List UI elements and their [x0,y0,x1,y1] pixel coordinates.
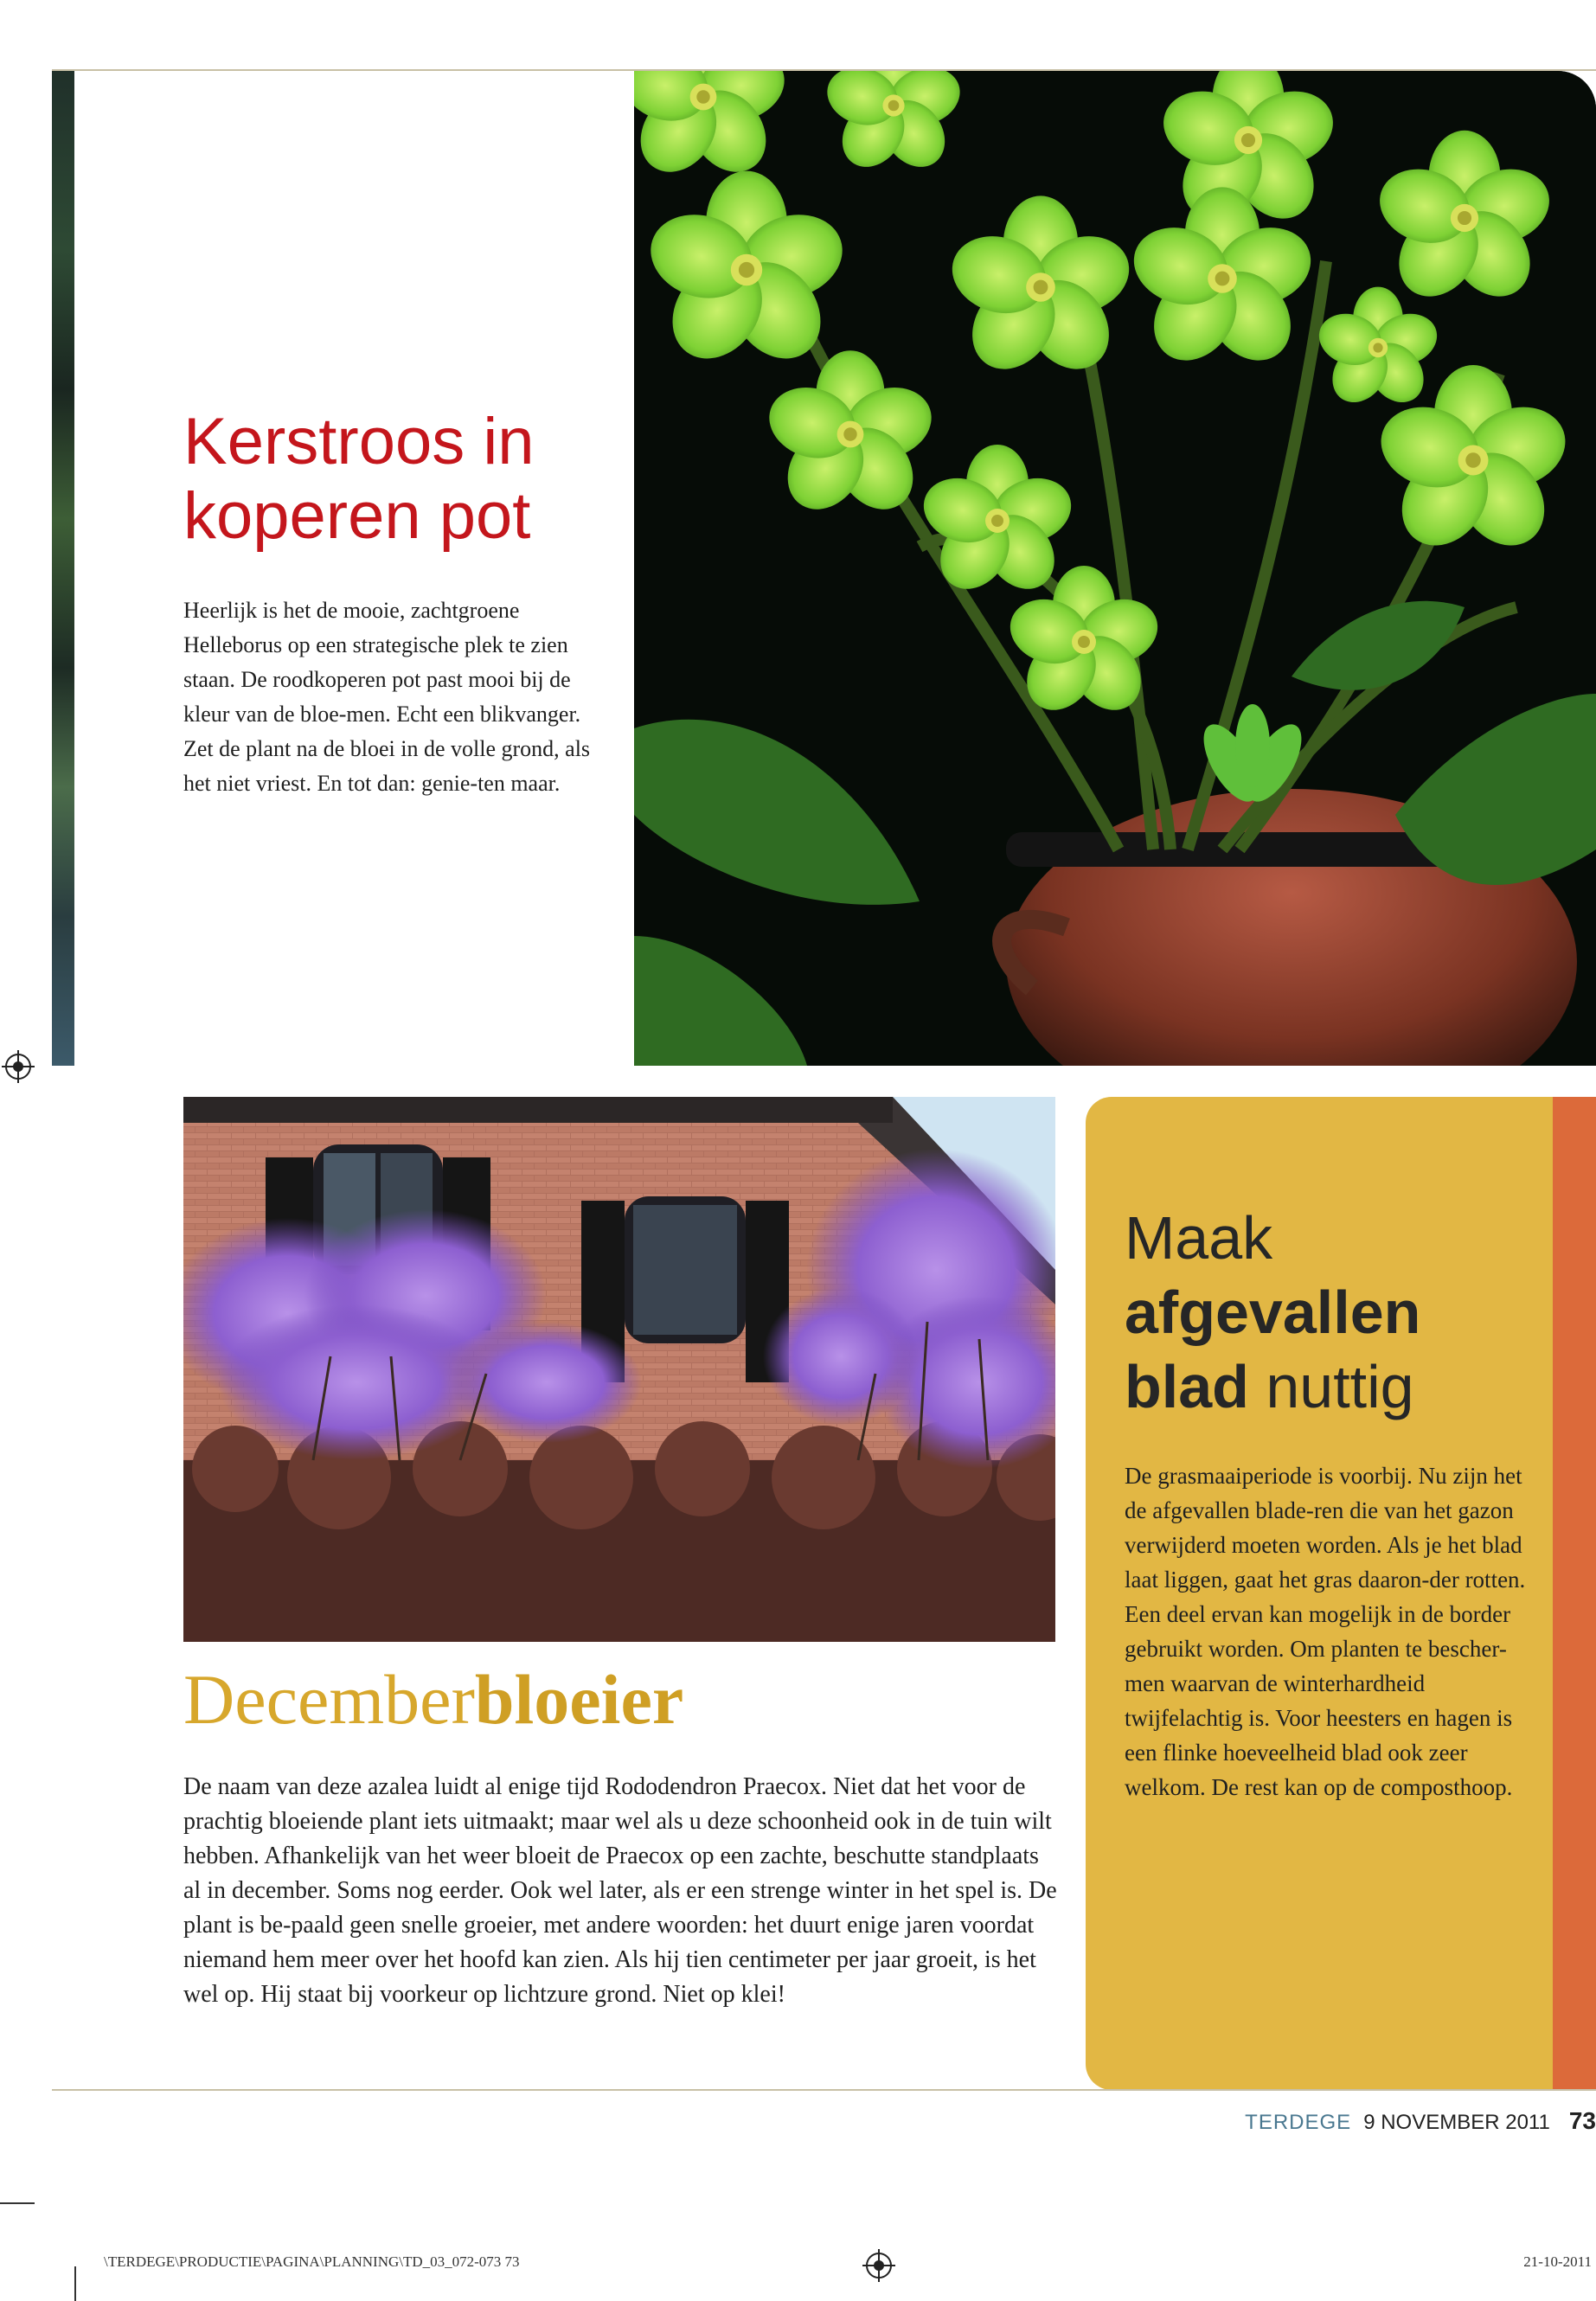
kerstroos-headline-rest: in koperen pot [183,405,535,553]
december-headline-bold: bloeier [474,1660,684,1739]
december-body: De naam van deze azalea luidt al enige tijd Rododendron Praecox. Niet dat het voor de prachtig bloeiende plant iets uitmaakt; maar wel als u deze schoonheid ook in de tuin wilt hebben. Afhankelijk van het weer bloeit de Praecox op een zachte, beschutte standplaats al in december. Soms nog eerder. Ook wel later, als er een strenge winter in het spel is. De plant is be-paald geen snelle groeier, met andere woorden: het duurt enige jaren voordat niemand hem meer over het hoofd kan zien. Als hij tien centimeter per jaar groeit, is het wel op. Hij staat bij voorkeur op lichtzure grond. Niet op klei! [183,1773,1057,2008]
registration-mark-bottom-icon [866,2253,892,2279]
kerstroos-body: Heerlijk is het de mooie, zachtgroene Helleborus op een strategische plek te zien staan. De roodkoperen pot past mooi bij de kleur van de bloe-men. Echt een blikvanger. Zet de plant na de bloei in de volle grond, als het niet vriest. En tot dan: genie-ten maar. [183,598,591,796]
registration-mark-left-icon [5,1054,31,1080]
page-footer [1125,2107,1596,2135]
crop-mark-horizontal [0,2202,35,2204]
blad-body: De grasmaaiperiode is voorbij. Nu zijn het de afgevallen blade-ren die van het gazon verwijderd moeten worden. Als je het blad laat liggen, gaat het gras daaron-der rotten. Een deel ervan kan mogelijk in de border gebruikt worden. Om planten te bescher-men waarvan de winterhardheid twijfelachtig is. Voor heesters en hagen is een flinke hoeveelheid blad ook zeer welkom. De rest kan op de composthoop. [1125,1463,1526,1800]
hellebore-photo-art [634,71,1596,1066]
crop-mark-vertical [74,2266,76,2301]
december-headline [183,1657,683,1743]
blad-headline [1125,1201,1540,1424]
slug-date: 21-10-2011 [1523,2253,1592,2270]
sidebar-accent-bar [1553,1097,1596,2090]
azalea-photo-art [183,1097,1055,1642]
blad-headline-line1: Maak [1125,1204,1273,1272]
kerstroos-headline [183,405,616,554]
footer-brand: TERDEGE [1245,2111,1352,2134]
footer-date: 9 NOVEMBER 2011 [1363,2111,1550,2134]
azalea-photo [183,1097,1055,1642]
blad-headline-line3-bold: blad [1125,1353,1249,1420]
page-number: 73 [1568,2107,1596,2134]
slug-file-path: \TERDEGE\PRODUCTIE\PAGINA\PLANNING\TD_03_072-073 73 [104,2253,520,2270]
blad-headline-line3-regular: nuttig [1248,1353,1414,1420]
left-edge-photo [52,71,74,1066]
december-headline-regular: December [183,1660,475,1739]
bottom-rule [52,2089,1596,2091]
kerstroos-headline-main: Kerstroos [183,405,465,478]
hellebore-photo [634,71,1596,1066]
blad-headline-line2: afgevallen [1125,1279,1421,1346]
